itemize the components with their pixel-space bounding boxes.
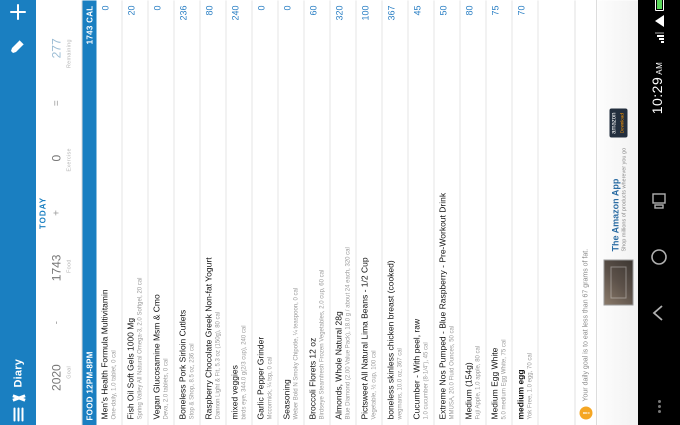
food-entry-calories: 0 [100, 5, 110, 11]
food-value: 1743 [49, 254, 63, 281]
food-entry-calories: 70 [516, 5, 526, 16]
food-entry-detail: Vegetable, ½ cup, 100 cal [371, 349, 377, 419]
food-entry-calories: 367 [386, 5, 396, 21]
food-entry-detail: wegmans, 10.0 oz, 367 cal [397, 347, 403, 419]
food-entry-row[interactable] [512, 0, 538, 425]
clock-time: 10:29 [649, 76, 665, 115]
food-entry-name: boneless skinless chicken breast (cooked) [385, 259, 395, 419]
home-icon[interactable] [648, 246, 670, 268]
ad-title: The Amazon App [609, 178, 620, 251]
overflow-dots-icon[interactable] [654, 400, 664, 414]
food-entry-detail: Dannon Light & Fit, 5.3 oz (150g), 80 cal [215, 311, 221, 419]
food-entry-detail: 5.0 medium Egg White, 75 cal [501, 338, 507, 419]
food-entry-name: Broccoli Florets 12 oz [307, 337, 317, 419]
food-entry-calories: 80 [464, 5, 474, 16]
food-entry-row[interactable] [226, 0, 252, 425]
food-entry-detail: Fuji Apple, 1.0 apple, 80 cal [475, 345, 481, 419]
food-entry-text [489, 31, 508, 419]
food-entry-calories: 100 [360, 5, 370, 21]
food-entry-row[interactable] [304, 0, 330, 425]
food-entry-name: Boneless Pork Sirloin Cutlets [177, 309, 187, 419]
minus-operator: - [50, 320, 62, 324]
food-entry-name: Medium Egg White [489, 347, 499, 419]
food-entry-calories: 50 [438, 5, 448, 16]
food-entry-text [463, 31, 482, 419]
remaining-value: 277 [49, 37, 63, 58]
food-entry-text [411, 31, 430, 419]
food-entry-row[interactable] [122, 0, 148, 425]
system-bar [638, 0, 680, 425]
food-section-header[interactable] [82, 0, 96, 425]
ad-banner[interactable] [596, 0, 638, 425]
battery-icon [655, 0, 664, 11]
product-photo [603, 259, 633, 305]
food-entry-calories: 320 [334, 5, 344, 21]
app-title: Diary [12, 358, 24, 387]
food-entry-name: Men's Health Formula Multivitamin [99, 288, 109, 419]
food-entry-text [177, 31, 196, 419]
food-entry-name: Seasoning [281, 378, 291, 419]
goal-label: Goal [66, 365, 72, 379]
hamburger-icon[interactable] [13, 407, 23, 421]
food-entry-calories: 75 [490, 5, 500, 16]
recents-icon[interactable] [648, 190, 670, 212]
plus-icon[interactable] [10, 4, 26, 20]
navigation-buttons [638, 150, 680, 380]
food-entry-detail: Stop & Shop, 8.5 oz, 236 cal [189, 342, 195, 419]
mfp-logo-icon [12, 391, 25, 404]
food-entry-text [437, 31, 456, 419]
food-entry-text [385, 31, 404, 419]
food-entry-row[interactable] [460, 0, 486, 425]
food-entry-calories: 0 [282, 5, 292, 11]
food-entry-calories: 236 [178, 5, 188, 21]
food-entry-calories: 80 [204, 5, 214, 16]
food-label: Food [66, 258, 72, 273]
food-entry-name: Extreme Nos Pumped - Blue Raspberry - Pre-Workout Drink [437, 192, 447, 419]
food-entry-text [307, 31, 326, 419]
diary-canvas [36, 0, 596, 425]
food-entry-name: Medium (154g) [463, 361, 473, 419]
food-entry-row[interactable] [96, 0, 122, 425]
clock-ampm: AM [655, 61, 664, 75]
food-entry-row[interactable] [148, 0, 174, 425]
food-entry-detail: Blue Diamond (2.00 Value Pack), 18.0 g / about 24 each, 320 cal [345, 246, 351, 419]
food-entry-name: mixed veggies [229, 364, 239, 419]
app-bar [0, 0, 36, 425]
food-entry-name: Vegan Glucosamine Msm & Cmo [151, 293, 161, 419]
food-entry-detail: Weber Bold N Smoky Chipotle, ¼ teaspoon, 0 cal [293, 287, 299, 419]
food-entry-row[interactable] [278, 0, 304, 425]
food-entry-text [359, 31, 378, 419]
food-entry-text [99, 31, 118, 419]
food-entry-detail: One-daily, 1.0 tablet, 0 cal [111, 349, 117, 419]
food-entry-row[interactable] [486, 0, 512, 425]
diary-page [36, 0, 596, 425]
food-entry-detail: Spring Valley All Natural Omega-3, 2.0 Softgel, 20 cal [137, 277, 143, 419]
food-entry-name: Garlic Pepper Grinder [255, 336, 265, 419]
food-section-title: FOOD 12PM-8PM [84, 350, 94, 420]
food-entry-row[interactable] [408, 0, 434, 425]
food-entry-name: Cucumber - With peel, raw [411, 318, 421, 419]
food-entry-text [125, 31, 144, 419]
plus-operator: + [50, 209, 62, 216]
food-entry-list [96, 0, 538, 425]
food-entry-calories: 0 [152, 5, 162, 11]
food-entry-calories: 0 [256, 5, 266, 11]
goal-value: 2020 [49, 363, 63, 391]
pencil-icon[interactable] [9, 37, 27, 55]
food-entry-row[interactable] [252, 0, 278, 425]
equals-operator: = [50, 99, 62, 106]
calorie-summary-header [36, 0, 82, 425]
food-entry-name: medium egg [515, 368, 525, 419]
food-entry-text [281, 31, 300, 419]
tip-bar [574, 0, 596, 425]
food-entry-detail: 1.0 cucumber (8-1/4"), 45 cal [423, 341, 429, 419]
tip-text: Your daily goal is to eat less than 67 grams of fat. [582, 248, 589, 401]
food-entry-text [229, 31, 248, 419]
food-entry-calories: 20 [126, 5, 136, 16]
food-entry-row[interactable] [382, 0, 408, 425]
food-entry-detail: Birdseye Steamfresh Frozen Vegetables, 2.0 cup, 60 cal [319, 269, 325, 419]
food-entry-calories: 240 [230, 5, 240, 21]
food-entry-text [515, 31, 534, 419]
food-entry-row[interactable] [356, 0, 382, 425]
food-entry-row[interactable] [330, 0, 356, 425]
food-entry-name: Pictsweet All Natural Lima Beans - 1/2 Cup [359, 256, 369, 419]
food-entry-detail: Yok Free, 1.0 egg, 70 cal [527, 352, 533, 419]
food-entry-text [203, 31, 222, 419]
amazon-badge[interactable] [609, 108, 627, 137]
ad-subtitle: Shop millions of products wherever you go [620, 147, 627, 251]
date-label[interactable]: TODAY [38, 196, 47, 229]
food-entry-name: Almonds, Whole Natural 28g [333, 310, 343, 419]
back-icon[interactable] [648, 302, 670, 324]
food-entry-row[interactable] [434, 0, 460, 425]
remaining-label: Remaining [66, 38, 72, 68]
amazon-badge-label: amazon [611, 112, 617, 134]
exercise-value: 0 [49, 154, 63, 161]
amazon-badge-sub: Download [619, 112, 624, 133]
wifi-icon [655, 15, 664, 27]
lightbulb-icon: ! [579, 406, 592, 419]
food-entry-name: Fish Oil Soft Gels 1000 Mg [125, 317, 135, 419]
status-clock [649, 28, 669, 148]
food-entry-calories: 60 [308, 5, 318, 16]
food-entry-calories: 45 [412, 5, 422, 16]
food-entry-detail: Mccormick, ¼ tsp, 0 cal [267, 356, 273, 419]
food-entry-detail: birds eye, 344.0 g(2/3 cup), 240 cal [241, 324, 247, 419]
food-entry-row[interactable] [200, 0, 226, 425]
food-entry-text [151, 31, 170, 419]
food-entry-text [333, 31, 352, 419]
exercise-label: Exercise [66, 147, 72, 172]
food-section-total: 1743 CAL [84, 5, 94, 44]
food-entry-text [255, 31, 274, 419]
food-entry-detail: MMUSA, 20.0 Fluid Ounces, 50 cal [449, 325, 455, 419]
food-entry-name: Raspberry Chocolate Greek Non-fat Yogurt [203, 256, 213, 419]
food-entry-row[interactable] [174, 0, 200, 425]
food-entry-detail: Deva, 2.0 tablets, 0 cal [163, 357, 169, 419]
